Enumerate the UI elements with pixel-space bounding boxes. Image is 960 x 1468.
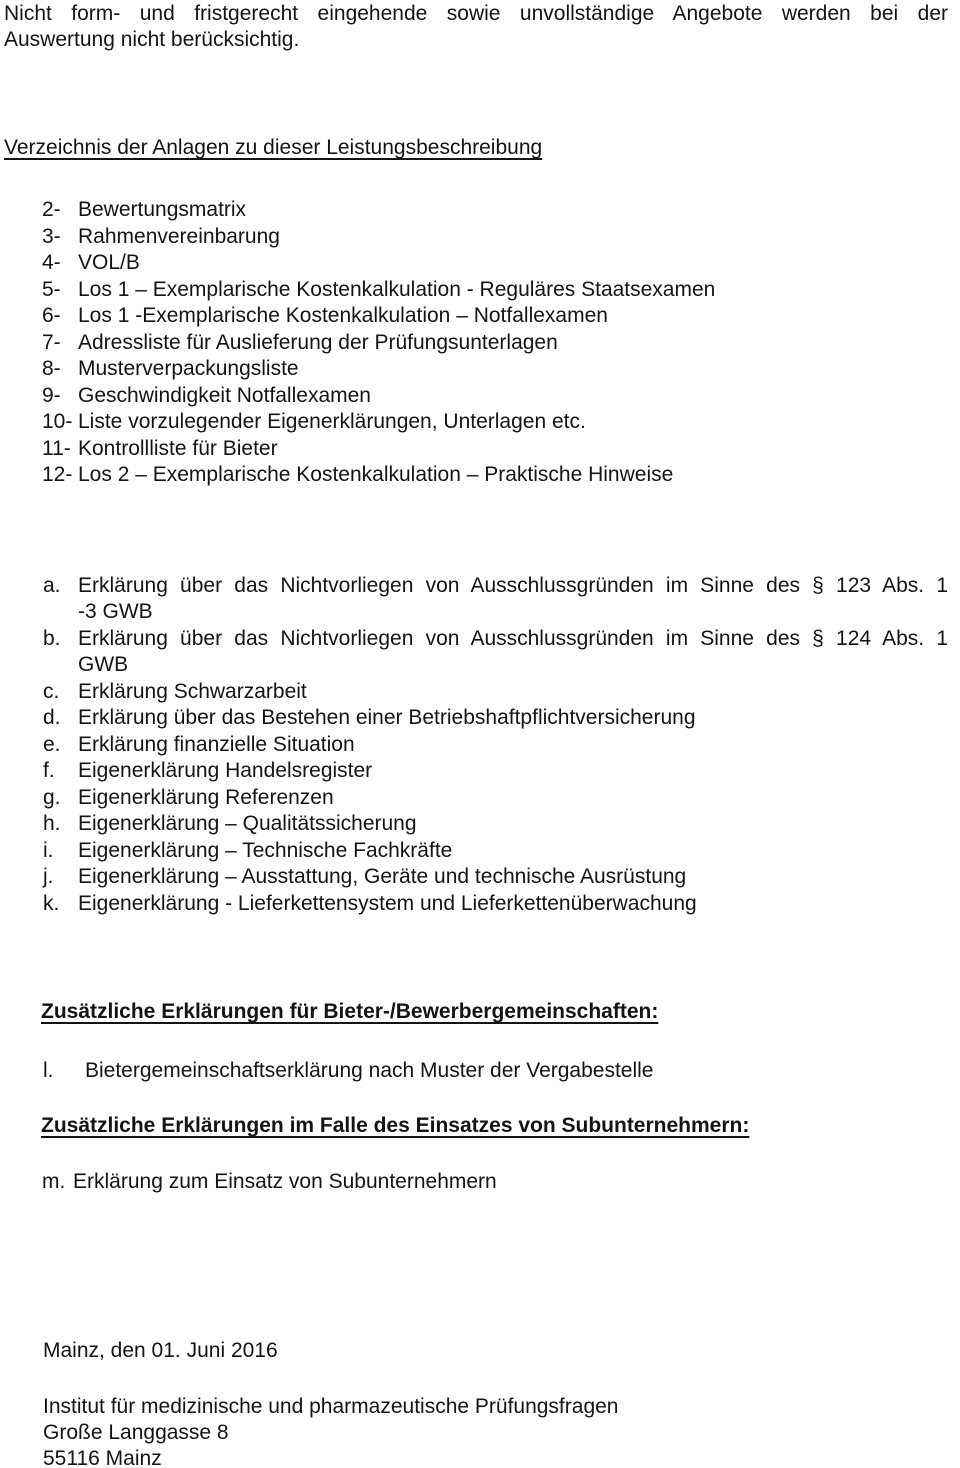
- attachment-item-marker: 10-: [42, 410, 73, 433]
- attachment-item-text: Musterverpackungsliste: [78, 357, 299, 380]
- declaration-item-marker: c.: [43, 679, 60, 703]
- attachment-item-marker: 12-: [42, 463, 73, 486]
- declaration-item-line: Erklärung über das Nichtvorliegen von Ausschlussgründen im Sinne des § 123 Abs. 1: [78, 573, 948, 597]
- attachment-item-marker: 8-: [42, 357, 61, 380]
- attachment-item-marker: 5-: [42, 277, 61, 301]
- attachment-item-text: Adressliste für Auslieferung der Prüfungsunterlagen: [78, 330, 558, 354]
- bidder-group-item-marker: l.: [43, 1059, 54, 1082]
- declaration-item-marker: b.: [43, 626, 61, 650]
- declaration-item-marker: k.: [43, 891, 60, 915]
- declaration-item: [0, 705, 960, 732]
- attachment-item-text: Bewertungsmatrix: [78, 198, 247, 221]
- bidder-group-item: [0, 1058, 960, 1084]
- declaration-item-marker: i.: [43, 838, 54, 862]
- subcontractor-item-text: Erklärung zum Einsatz von Subunternehmern: [73, 1170, 497, 1193]
- declaration-item: [0, 838, 960, 865]
- attachment-item-text: VOL/B: [78, 251, 140, 274]
- declaration-item-text: [78, 626, 948, 679]
- attachment-item: [0, 197, 960, 224]
- declaration-item-line: -3 GWB: [78, 600, 153, 623]
- declaration-item-text: Eigenerklärung – Ausstattung, Geräte und technische Ausrüstung: [78, 865, 687, 888]
- attachment-item-marker: 3-: [42, 224, 61, 248]
- attachment-item-text: Liste vorzulegender Eigenerklärungen, Unterlagen etc.: [78, 410, 586, 433]
- attachment-item: [0, 462, 960, 489]
- declaration-item: [0, 573, 960, 626]
- attachments-list: [0, 197, 960, 489]
- declaration-item: [0, 732, 960, 759]
- declaration-item-text: Eigenerklärung – Qualitätssicherung: [78, 812, 417, 835]
- declaration-item: [0, 811, 960, 838]
- declaration-item: [0, 679, 960, 706]
- attachment-item-text: Los 1 – Exemplarische Kostenkalkulation - Reguläres Staatsexamen: [78, 277, 716, 301]
- attachment-item: [0, 303, 960, 330]
- declaration-item: [0, 891, 960, 918]
- attachment-item-marker: 4-: [42, 251, 61, 274]
- issuer-city: 55116 Mainz: [43, 1447, 162, 1468]
- attachment-item: [0, 436, 960, 463]
- declaration-item-marker: j.: [43, 865, 54, 888]
- intro-paragraph: [4, 1, 948, 53]
- declaration-item-text: Erklärung über das Bestehen einer Betriebshaftpflichtversicherung: [78, 706, 696, 729]
- declaration-item-marker: d.: [43, 706, 61, 729]
- declaration-item-marker: a.: [43, 573, 61, 597]
- declaration-item-text: Eigenerklärung Referenzen: [78, 785, 334, 809]
- attachment-item-text: Geschwindigkeit Notfallexamen: [78, 383, 371, 407]
- attachments-heading: Verzeichnis der Anlagen zu dieser Leistungsbeschreibung: [4, 136, 543, 159]
- declaration-item-text: Eigenerklärung – Technische Fachkräfte: [78, 838, 453, 862]
- declaration-item-text: Erklärung Schwarzarbeit: [78, 679, 307, 703]
- attachment-item: [0, 250, 960, 277]
- attachment-item: [0, 383, 960, 410]
- declaration-item-text: [78, 573, 948, 626]
- declaration-item-marker: e.: [43, 732, 61, 756]
- declarations-list: [0, 573, 960, 918]
- attachment-item-marker: 2-: [42, 198, 61, 221]
- subcontractors-heading: Zusätzliche Erklärungen im Falle des Einsatzes von Subunternehmern:: [41, 1114, 750, 1137]
- bidder-group-item-text: Bietergemeinschaftserklärung nach Muster der Vergabestelle: [85, 1059, 654, 1082]
- issuer-block: [43, 1394, 948, 1468]
- intro-line-1: Nicht form- und fristgerecht eingehende sowie unvollständige Angebote werden bei der: [4, 2, 948, 25]
- declaration-item-text: Erklärung finanzielle Situation: [78, 732, 355, 756]
- attachment-item: [0, 224, 960, 251]
- declaration-item-line: Erklärung über das Nichtvorliegen von Ausschlussgründen im Sinne des § 124 Abs. 1: [78, 626, 948, 650]
- attachment-item-text: Los 2 – Exemplarische Kostenkalkulation – Praktische Hinweise: [78, 463, 674, 486]
- declaration-item: [0, 864, 960, 891]
- declaration-item: [0, 626, 960, 679]
- bidder-groups-heading: Zusätzliche Erklärungen für Bieter-/Bewerbergemeinschaften:: [41, 1000, 659, 1023]
- declaration-item-marker: f.: [43, 759, 55, 782]
- subcontractor-item: [0, 1169, 960, 1195]
- attachment-item-text: Rahmenvereinbarung: [78, 224, 280, 248]
- intro-line-2: Auswertung nicht berücksichtig.: [4, 28, 300, 51]
- declaration-item-marker: g.: [43, 785, 61, 809]
- attachment-item: [0, 409, 960, 436]
- issuer-street: Große Langgasse 8: [43, 1421, 229, 1444]
- declaration-item: [0, 785, 960, 812]
- declaration-item-line: GWB: [78, 653, 129, 676]
- attachment-item: [0, 330, 960, 357]
- subcontractor-item-marker: m.: [42, 1170, 66, 1193]
- attachment-item-marker: 6-: [42, 304, 61, 327]
- attachment-item-marker: 7-: [42, 330, 61, 354]
- place-date-line: Mainz, den 01. Juni 2016: [43, 1339, 278, 1362]
- declaration-item-marker: h.: [43, 812, 61, 835]
- attachment-item: [0, 277, 960, 304]
- attachment-item: [0, 356, 960, 383]
- declaration-item: [0, 758, 960, 785]
- issuer-name: Institut für medizinische und pharmazeutische Prüfungsfragen: [43, 1395, 619, 1418]
- declaration-item-text: Eigenerklärung - Lieferkettensystem und Lieferkettenüberwachung: [78, 891, 697, 915]
- declaration-item-text: Eigenerklärung Handelsregister: [78, 759, 373, 782]
- attachment-item-marker: 11-: [42, 436, 71, 460]
- attachment-item-text: Kontrollliste für Bieter: [78, 436, 278, 460]
- attachment-item-text: Los 1 -Exemplarische Kostenkalkulation – Notfallexamen: [78, 304, 608, 327]
- attachment-item-marker: 9-: [42, 383, 61, 407]
